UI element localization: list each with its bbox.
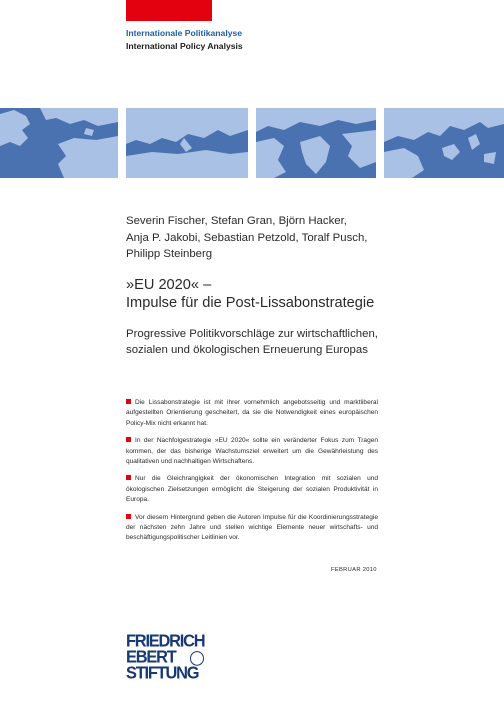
author-line: Severin Fischer, Stefan Gran, Björn Hacker, [126, 215, 347, 227]
document-subtitle [126, 327, 476, 359]
document-title [126, 276, 374, 312]
logo-line-1: FRIEDRICH [126, 631, 205, 651]
fes-logo [126, 633, 204, 681]
summary-item: In der Nachfolgestrategie »EU 2020« sollte ein veränderter Fokus zum Tragen kommen, der das bisherige Wachstumsziel erweitert um die Gewährleistung des qualitativen und nachhaltigen Wirtschaftens. [126, 437, 378, 466]
series-title-de: Internationale Politikanalyse [126, 28, 243, 38]
publication-date: FEBRUAR 2010 [331, 567, 377, 573]
author-line: Philipp Steinberg [126, 248, 213, 260]
red-square-bullet-icon [126, 437, 131, 442]
summary-item: Vor diesem Hintergrund geben die Autoren Impulse für die Koordinierungsstrategie der nächsten zehn Jahre und stellen wichtige Elemente neuer wirtschafts- und beschäftigungspolitischer Leitlinien vor. [126, 513, 378, 542]
map-panel-asia [256, 108, 376, 178]
summary-item: Nur die Gleichrangigkeit der ökonomischen Integration mit sozialen und ökologischen Zielsetzungen ermöglicht die Steigerung der sozialen Produktivität in Europa. [126, 475, 378, 504]
author-list [126, 213, 476, 263]
title-line: »EU 2020« – [126, 277, 212, 293]
map-panel-europe [126, 108, 248, 178]
map-panel-east-asia [384, 108, 504, 178]
red-square-bullet-icon [126, 399, 131, 404]
series-title-en: International Policy Analysis [126, 41, 243, 51]
red-square-bullet-icon [126, 514, 131, 519]
subtitle-line: sozialen und ökologischen Erneuerung Europas [126, 343, 368, 356]
title-line: Impulse für die Post-Lissabonstrategie [126, 295, 375, 311]
map-panel-atlantic [0, 108, 118, 178]
summary-bullets [126, 398, 378, 551]
red-square-bullet-icon [126, 475, 131, 480]
summary-item: Die Lissabonstrategie ist mit ihrer vornehmlich angebotsseitig und marktliberal aufgestellten Orientierung gescheitert, da sie die Notwendigkeit eines europäischen Policy-Mix nicht erkannt hat. [126, 399, 378, 427]
red-header-bar [126, 0, 212, 21]
logo-line-3: STIFTUNG [126, 663, 199, 683]
subtitle-line: Progressive Politikvorschläge zur wirtschaftlichen, [126, 328, 378, 340]
logo-line-2: EBERT [126, 649, 204, 666]
author-line: Anja P. Jakobi, Sebastian Petzold, Toralf Pusch, [126, 231, 368, 244]
world-map-banner [0, 108, 504, 178]
